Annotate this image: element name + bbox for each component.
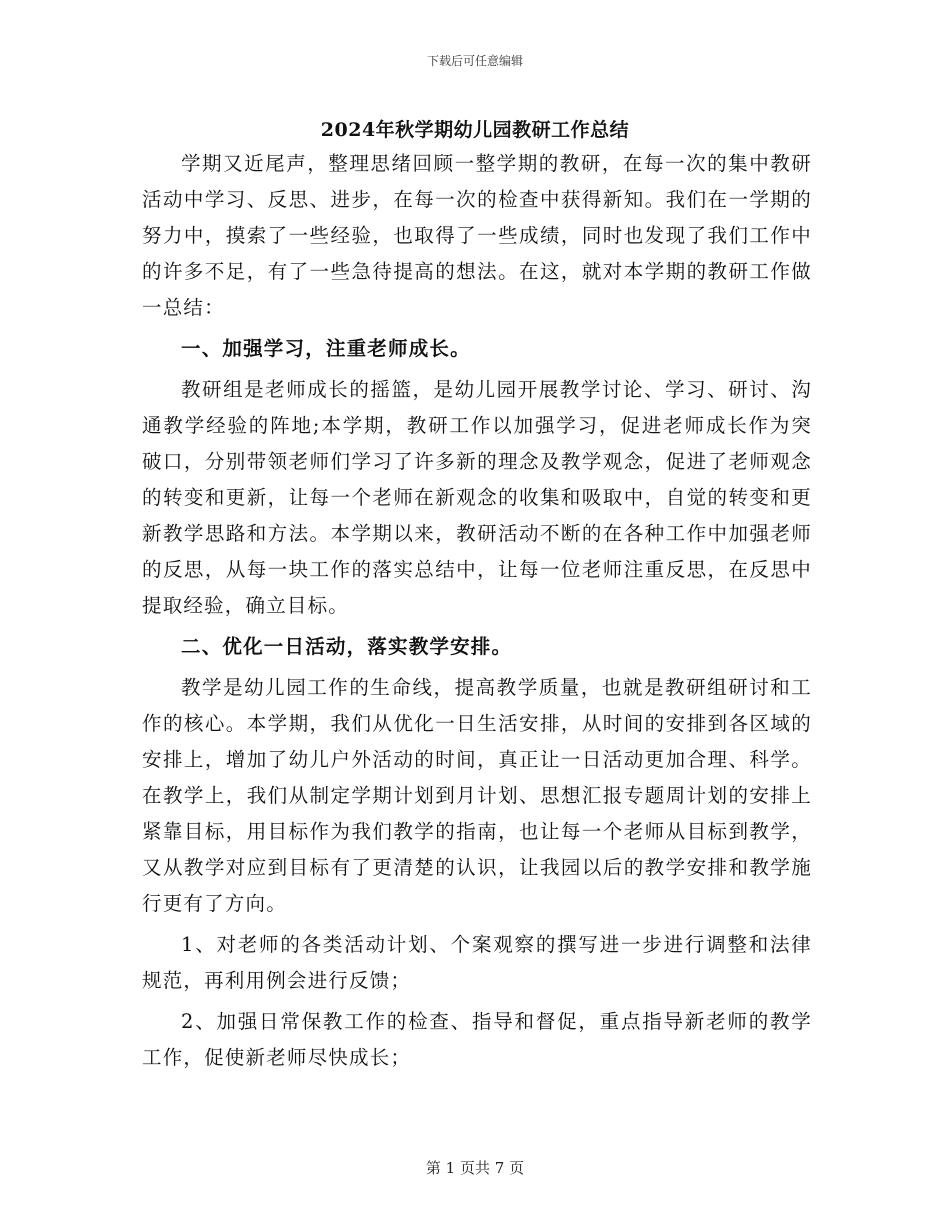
document-body — [142, 146, 812, 1081]
document-title: 2024年秋学期幼儿园教研工作总结 — [320, 119, 630, 141]
section-2-paragraph: 教学是幼儿园工作的生命线，提高教学质量，也就是教研组研讨和工作的核心。本学期，我们从优化一日生活安排，从时间的安排到各区域的安排上，增加了幼儿户外活动的时间，真正让一日活动更加合理、科学。在教学上，我们从制定学期计划到月计划、思想汇报专题周计划的安排上紧靠目标，用目标作为我们教学的指南，也让每一个老师从目标到教学，又从教学对应到目标有了更清楚的认识，让我园以后的教学安排和教学施行更有了方向。 — [142, 676, 812, 915]
section-heading-2: 二、优化一日活动，落实教学安排。 — [181, 635, 513, 658]
list-item-1: 1、对老师的各类活动计划、个案观察的撰写进一步进行调整和法律规范，再利用例会进行反馈； — [142, 933, 812, 992]
section-1-paragraph: 教研组是老师成长的摇篮，是幼儿园开展教学讨论、学习、研讨、沟通教学经验的阵地;本学期，教研工作以加强学习，促进老师成长作为突破口，分别带领老师们学习了许多新的理念及教学观念，促进了老师观念的转变和更新，让每一个老师在新观念的收集和吸取中，自觉的转变和更新教学思路和方法。本学期以来，教研活动不断的在各种工作中加强老师的反思，从每一块工作的落实总结中，让每一位老师注重反思，在反思中提取经验，确立目标。 — [142, 378, 812, 617]
intro-paragraph: 学期又近尾声，整理思绪回顾一整学期的教研，在每一次的集中教研活动中学习、反思、进步，在每一次的检查中获得新知。我们在一学期的努力中，摸索了一些经验，也取得了一些成绩，同时也发现了我们工作中的许多不足，有了一些急待提高的想法。在这，就对本学期的教研工作做一总结： — [142, 152, 812, 319]
section-heading-1: 一、加强学习，注重老师成长。 — [181, 337, 471, 360]
page-number: 第 1 页共 7 页 — [425, 1159, 525, 1177]
list-item-2: 2、加强日常保教工作的检查、指导和督促，重点指导新老师的教学工作，促使新老师尽快成长； — [142, 1010, 812, 1069]
header-note: 下载后可任意编辑 — [426, 54, 523, 68]
